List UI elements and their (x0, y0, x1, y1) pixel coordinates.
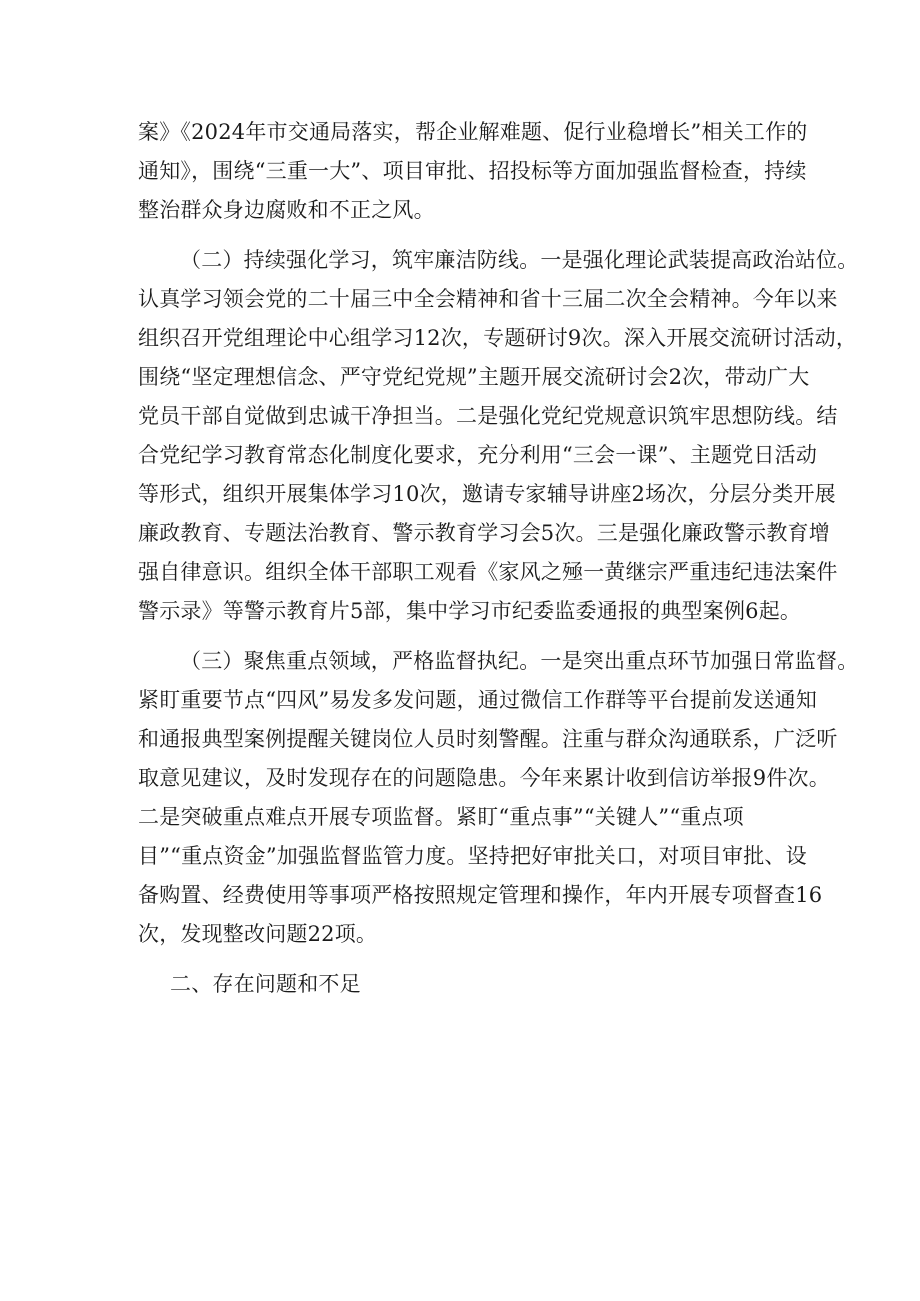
text-line: （二）持续强化学习，筑牢廉洁防线。一是强化理论武装提高政治站位。 (180, 248, 859, 272)
paragraph-continuation (138, 113, 808, 230)
text-line: 通知》，围绕“三重一大”、项目审批、招投标等方面加强监督检查，持续 (138, 159, 807, 183)
text-line: 和通报典型案例提醒关键岗位人员时刻警醒。注重与群众沟通联系，广泛听 (138, 727, 838, 751)
text-line: 组织召开党组理论中心组学习12次，专题研讨9次。深入开展交流研讨活动， (138, 326, 858, 350)
text-line: 二是突破重点难点开展专项监督。紧盯“重点事”“关键人”“重点项 (138, 805, 744, 829)
document-body (138, 113, 859, 1004)
paragraph-study (138, 241, 859, 631)
text-line: 整治群众身边腐败和不正之风。 (138, 198, 435, 222)
section-heading: 二、存在问题和不足 (170, 972, 361, 996)
text-line: 认真学习领会党的二十届三中全会精神和省十三届二次全会精神。今年以来 (138, 287, 838, 311)
text-line: 目”“重点资金”加强监督监管力度。坚持把好审批关口，对项目审批、设 (138, 844, 807, 868)
text-line: 取意见建议，及时发现存在的问题隐患。今年来累计收到信访举报9件次。 (138, 766, 830, 790)
text-line: 警示录》等警示教育片5部，集中学习市纪委监委通报的典型案例6起。 (138, 599, 802, 623)
text-line: 合党纪学习教育常态化制度化要求，充分利用“三会一课”、主题党日活动 (138, 443, 818, 467)
text-line: 围绕“坚定理想信念、严守党纪党规”主题开展交流研讨会2次，带动广大 (138, 365, 810, 389)
text-line: 廉政教育、专题法治教育、警示教育学习会5次。三是强化廉政警示教育增 (138, 521, 830, 545)
text-line: 案》《2024年市交通局落实，帮企业解难题、促行业稳增长”相关工作的 (138, 120, 808, 144)
text-line: （三）聚焦重点领域，严格监督执纪。一是突出重点环节加强日常监督。 (180, 649, 859, 673)
text-line: 紧盯重要节点“四风”易发多发问题，通过微信工作群等平台提前发送通知 (138, 688, 818, 712)
paragraph-supervision (138, 642, 859, 954)
text-line: 备购置、经费使用等事项严格按照规定管理和操作，年内开展专项督查16 (138, 883, 823, 907)
text-line: 强自律意识。组织全体干部职工观看《家风之殛一黄继宗严重违纪违法案件 (138, 560, 838, 584)
text-line: 次，发现整改问题22项。 (138, 922, 378, 946)
text-line: 党员干部自觉做到忠诚干净担当。二是强化党纪党规意识筑牢思想防线。结 (138, 404, 838, 428)
text-line: 等形式，组织开展集体学习10次，邀请专家辅导讲座2场次，分层分类开展 (138, 482, 836, 506)
